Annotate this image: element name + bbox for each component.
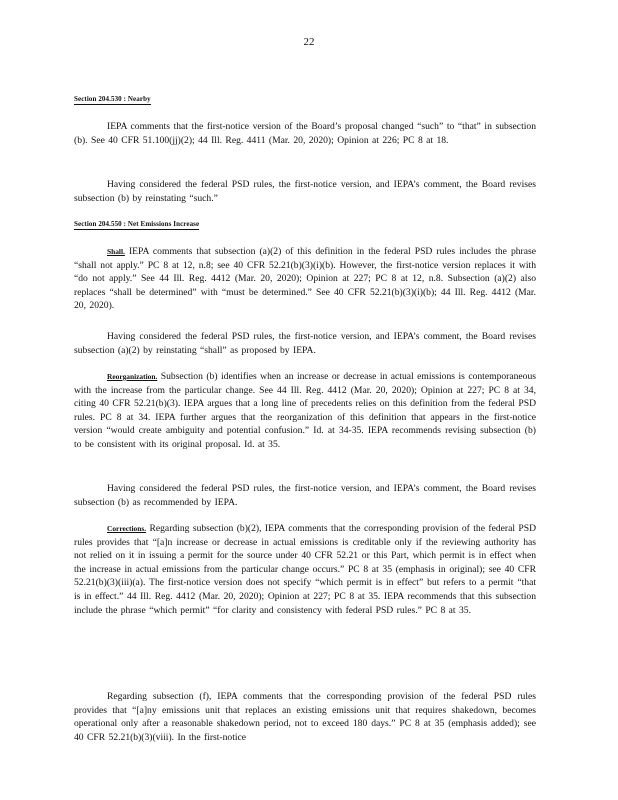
paragraph-text: IEPA comments that the first-notice version of the Board’s proposal changed “such” to “that” in subsection (b). See 40 CFR 51.100(jj)(2); 44 Ill. Reg. 4411 (Mar. 20, 2020); Opinion at 226; PC 8 at 18. (74, 121, 536, 146)
paragraph (74, 690, 536, 744)
paragraph-text: IEPA comments that subsection (a)(2) of this definition in the federal PSD rules includes the phrase “shall not apply.” PC 8 at 12, n.8; see 40 CFR 52.21(b)(3)(i)(b). However, the first-notice version replaces it with “do not apply.” See 44 Ill. Reg. 4412 (Mar. 20, 2020); Opinion at 227; PC 8 at 12, n.8. Subsection (a)(2) also replaces “shall be determined” with “must be determined.” See 40 CFR 52.21(b)(3)(i)(b); 44 Ill. Reg. 4412 (Mar. 20, 2020). (74, 246, 536, 312)
paragraph (74, 330, 536, 357)
paragraph-text: Having considered the federal PSD rules, the first-notice version, and IEPA’s comment, the Board revises subsection (b) as recommended by IEPA. (74, 483, 536, 508)
paragraph-text: Regarding subsection (b)(2), IEPA comments that the corresponding provision of the federal PSD rules provides that “[a]n increase or decrease in actual emissions is creditable only if the reviewing authority has not relied on it in issuing a permit for the source under 40 CFR 52.21 or this Part, which permit is in effect when the increase in actual emissions from the particular change occurs.” PC 8 at 35 (emphasis in original); see 40 CFR 52.21(b)(3)(iii)(a). The first-notice version does not specify “which permit is in effect” but refers to a permit “that is in effect.” 44 Ill. Reg. 4412 (Mar. 20, 2020); Opinion at 227; PC 8 at 35. IEPA recommends that this subsection include the phrase “which permit” “for clarity and consistency with federal PSD rules.” PC 8 at 35. (74, 523, 537, 616)
paragraph (74, 178, 536, 205)
section-heading: Section 204.530 : Nearby (74, 95, 151, 103)
paragraph-lead: Reorganization. (107, 372, 158, 381)
paragraph (74, 482, 536, 509)
paragraph (74, 370, 536, 452)
paragraph-text: Having considered the federal PSD rules, the first-notice version, and IEPA’s comment, the Board revises subsection (b) by reinstating “such.” (74, 179, 536, 204)
paragraph-text: Subsection (b) identifies when an increase or decrease in actual emissions is contemporaneous with the increase from the particular change. See 44 Ill. Reg. 4412 (Mar. 20, 2020); Opinion at 227; PC 8 at 34, citing 40 CFR 52.21(b)(3). IEPA argues that a long line of precedents relies on this definition from the federal PSD rules. PC 8 at 34. IEPA further argues that the reorganization of this definition that appears in the first-notice version “would create ambiguity and potential confusion.” Id. at 34-35. IEPA recommends revising subsection (b) to be consistent with its original proposal. Id. at 35. (74, 371, 536, 450)
page-number: 22 (303, 36, 315, 48)
paragraph-lead: Shall. (107, 247, 125, 256)
section-heading: Section 204.550 : Net Emissions Increase (74, 220, 200, 228)
paragraph-text: Regarding subsection (f), IEPA comments that the corresponding provision of the federal PSD rules provides that “[a]ny emissions unit that replaces an existing emissions unit that requires shakedown, becomes operational only after a reasonable shakedown period, not to exceed 180 days.” PC 8 at 35 (emphasis added); see 40 CFR 52.21(b)(3)(viii). In the first-notice (74, 691, 536, 743)
paragraph (74, 120, 536, 147)
paragraph-text: Having considered the federal PSD rules, the first-notice version, and IEPA’s comment, the Board revises subsection (a)(2) by reinstating “shall” as proposed by IEPA. (74, 331, 536, 356)
paragraph (74, 245, 536, 313)
paragraph (74, 522, 536, 617)
paragraph-lead: Corrections. (107, 524, 147, 533)
